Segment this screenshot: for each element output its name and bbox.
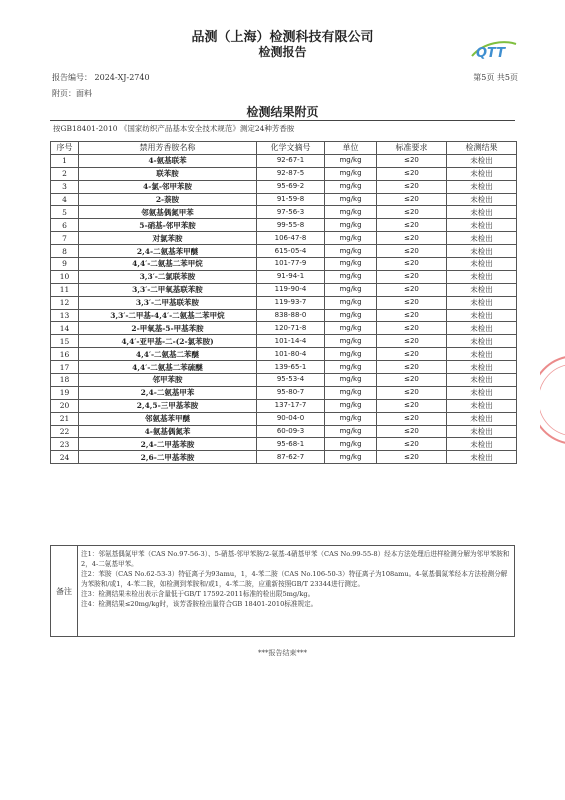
report-end-mark: ***报告结束*** <box>258 649 307 657</box>
result: 未检出 <box>447 258 517 271</box>
unit: mg/kg <box>325 451 377 464</box>
row-number: 1 <box>51 154 79 167</box>
result: 未检出 <box>447 386 517 399</box>
row-number: 14 <box>51 322 79 335</box>
result: 未检出 <box>447 154 517 167</box>
cas-number: 95-69-2 <box>257 180 325 193</box>
cas-number: 99-55-8 <box>257 219 325 232</box>
svg-text:QTT: QTT <box>476 46 506 60</box>
cas-number: 101-80-4 <box>257 348 325 361</box>
row-number: 10 <box>51 270 79 283</box>
result: 未检出 <box>447 180 517 193</box>
amine-name: 邻甲苯胺 <box>79 374 257 387</box>
result: 未检出 <box>447 309 517 322</box>
result: 未检出 <box>447 361 517 374</box>
limit: ≤20 <box>377 245 447 258</box>
header-limit: 标准要求 <box>377 142 447 155</box>
amine-name: 4,4′-二氨基二苯甲烷 <box>79 258 257 271</box>
row-number: 19 <box>51 386 79 399</box>
document-title: 检测报告 <box>258 45 307 59</box>
cas-number: 615-05-4 <box>257 245 325 258</box>
amine-name: 4-氯-邻甲苯胺 <box>79 180 257 193</box>
result: 未检出 <box>447 283 517 296</box>
result: 未检出 <box>447 451 517 464</box>
amine-name: 4,4′-二氨基二苯醚 <box>79 348 257 361</box>
company-logo <box>470 38 518 60</box>
result: 未检出 <box>447 206 517 219</box>
unit: mg/kg <box>325 232 377 245</box>
cas-number: 139-65-1 <box>257 361 325 374</box>
table-row <box>51 232 517 245</box>
cas-number: 91-94-1 <box>257 270 325 283</box>
table-row <box>51 296 517 309</box>
row-number: 20 <box>51 399 79 412</box>
row-number: 8 <box>51 245 79 258</box>
amine-name: 3,3′-二甲基联苯胺 <box>79 296 257 309</box>
table-row <box>51 270 517 283</box>
note-2: 注2：苯胺（CAS No.62-53-3）特征离子为93amu，1，4-苯二胺（CAS No.106-50-3）特征离子为108amu。4-氨基偶氮苯经本方法检测分解为苯胺和/或1，4-苯二胺，如检测到苯胺和/或1，4-苯二胺，应重新按照GB/T 23344进行测定。 <box>81 570 508 588</box>
result: 未检出 <box>447 322 517 335</box>
table-row <box>51 206 517 219</box>
row-number: 3 <box>51 180 79 193</box>
table-row <box>51 451 517 464</box>
row-number: 6 <box>51 219 79 232</box>
row-number: 24 <box>51 451 79 464</box>
result: 未检出 <box>447 296 517 309</box>
limit: ≤20 <box>377 309 447 322</box>
amine-name: 4-氨基偶氮苯 <box>79 425 257 438</box>
cas-number: 120-71-8 <box>257 322 325 335</box>
cas-number: 60-09-3 <box>257 425 325 438</box>
cas-number: 119-90-4 <box>257 283 325 296</box>
unit: mg/kg <box>325 180 377 193</box>
unit: mg/kg <box>325 425 377 438</box>
row-number: 2 <box>51 167 79 180</box>
unit: mg/kg <box>325 322 377 335</box>
result: 未检出 <box>447 374 517 387</box>
cas-number: 101-77-9 <box>257 258 325 271</box>
note-3: 注3：检测结果未检出表示含量低于GB/T 17592-2011标准的检出限5mg/kg。 <box>81 590 315 598</box>
notes-label: 备注 <box>51 546 78 636</box>
limit: ≤20 <box>377 180 447 193</box>
table-header-row <box>51 142 517 155</box>
amine-name: 2-甲氧基-5-甲基苯胺 <box>79 322 257 335</box>
table-row <box>51 154 517 167</box>
row-number: 18 <box>51 374 79 387</box>
notes-box <box>50 545 515 637</box>
row-number: 22 <box>51 425 79 438</box>
cas-number: 95-68-1 <box>257 438 325 451</box>
table-row <box>51 425 517 438</box>
limit: ≤20 <box>377 361 447 374</box>
result: 未检出 <box>447 399 517 412</box>
limit: ≤20 <box>377 283 447 296</box>
result: 未检出 <box>447 193 517 206</box>
limit: ≤20 <box>377 219 447 232</box>
limit: ≤20 <box>377 206 447 219</box>
table-row <box>51 193 517 206</box>
limit: ≤20 <box>377 296 447 309</box>
table-row <box>51 167 517 180</box>
table-row <box>51 412 517 425</box>
amine-name: 4,4′-二氨基二苯硫醚 <box>79 361 257 374</box>
cas-number: 90-04-0 <box>257 412 325 425</box>
cas-number: 838-88-0 <box>257 309 325 322</box>
limit: ≤20 <box>377 193 447 206</box>
limit: ≤20 <box>377 438 447 451</box>
unit: mg/kg <box>325 283 377 296</box>
limit: ≤20 <box>377 451 447 464</box>
table-row <box>51 283 517 296</box>
unit: mg/kg <box>325 270 377 283</box>
limit: ≤20 <box>377 258 447 271</box>
table-row <box>51 219 517 232</box>
result: 未检出 <box>447 167 517 180</box>
result: 未检出 <box>447 245 517 258</box>
limit: ≤20 <box>377 425 447 438</box>
report-number: 报告编号： 2024-XJ-2740 <box>52 73 150 82</box>
cas-number: 92-87-5 <box>257 167 325 180</box>
header-name: 禁用芳香胺名称 <box>79 142 257 155</box>
results-table <box>50 141 517 464</box>
amine-name: 3,3′-二甲基-4,4′-二氨基二苯甲烷 <box>79 309 257 322</box>
cas-number: 97-56-3 <box>257 206 325 219</box>
amine-name: 邻氨基偶氮甲苯 <box>79 206 257 219</box>
header-unit: 单位 <box>325 142 377 155</box>
seal-stamp-edge <box>540 355 565 445</box>
cas-number: 106-47-8 <box>257 232 325 245</box>
unit: mg/kg <box>325 245 377 258</box>
amine-name: 5-硝基-邻甲苯胺 <box>79 219 257 232</box>
amine-name: 2,4-二氨基甲苯 <box>79 386 257 399</box>
unit: mg/kg <box>325 348 377 361</box>
unit: mg/kg <box>325 154 377 167</box>
result: 未检出 <box>447 348 517 361</box>
limit: ≤20 <box>377 167 447 180</box>
cas-number: 91-59-8 <box>257 193 325 206</box>
table-row <box>51 309 517 322</box>
row-number: 4 <box>51 193 79 206</box>
cas-number: 92-67-1 <box>257 154 325 167</box>
result: 未检出 <box>447 412 517 425</box>
result: 未检出 <box>447 425 517 438</box>
unit: mg/kg <box>325 258 377 271</box>
amine-name: 3,3′-二氯联苯胺 <box>79 270 257 283</box>
header-cas: 化学文摘号 <box>257 142 325 155</box>
unit: mg/kg <box>325 399 377 412</box>
limit: ≤20 <box>377 386 447 399</box>
limit: ≤20 <box>377 322 447 335</box>
row-number: 13 <box>51 309 79 322</box>
header-no: 序号 <box>51 142 79 155</box>
limit: ≤20 <box>377 232 447 245</box>
table-row <box>51 258 517 271</box>
notes-text <box>81 549 511 609</box>
row-number: 7 <box>51 232 79 245</box>
unit: mg/kg <box>325 309 377 322</box>
limit: ≤20 <box>377 412 447 425</box>
unit: mg/kg <box>325 296 377 309</box>
cas-number: 137-17-7 <box>257 399 325 412</box>
result: 未检出 <box>447 335 517 348</box>
unit: mg/kg <box>325 335 377 348</box>
row-number: 11 <box>51 283 79 296</box>
limit: ≤20 <box>377 270 447 283</box>
result: 未检出 <box>447 232 517 245</box>
unit: mg/kg <box>325 219 377 232</box>
section-divider <box>50 120 515 121</box>
cas-number: 101-14-4 <box>257 335 325 348</box>
table-row <box>51 386 517 399</box>
test-standard: 按GB18401-2010 《国家纺织产品基本安全技术规范》测定24种芳香胺 <box>53 124 295 133</box>
unit: mg/kg <box>325 193 377 206</box>
amine-name: 邻氨基苯甲醚 <box>79 412 257 425</box>
table-row <box>51 399 517 412</box>
limit: ≤20 <box>377 335 447 348</box>
table-row <box>51 245 517 258</box>
limit: ≤20 <box>377 374 447 387</box>
page-info: 第5页 共5页 <box>473 73 518 82</box>
unit: mg/kg <box>325 374 377 387</box>
row-number: 12 <box>51 296 79 309</box>
row-number: 23 <box>51 438 79 451</box>
amine-name: 2,4-二甲基苯胺 <box>79 438 257 451</box>
amine-name: 4,4′-亚甲基-二-(2-氯苯胺) <box>79 335 257 348</box>
cas-number: 119-93-7 <box>257 296 325 309</box>
cas-number: 95-80-7 <box>257 386 325 399</box>
unit: mg/kg <box>325 167 377 180</box>
amine-name: 2,6-二甲基苯胺 <box>79 451 257 464</box>
limit: ≤20 <box>377 399 447 412</box>
amine-name: 2-萘胺 <box>79 193 257 206</box>
table-row <box>51 322 517 335</box>
result: 未检出 <box>447 438 517 451</box>
note-1: 注1：邻氨基偶氮甲苯（CAS No.97-56-3）、5-硝基-邻甲苯胺/2-氨基-4硝基甲苯（CAS No.99-55-8）经本方法处理后进样检测分解为邻甲苯胺和2，4-二氨基甲苯。 <box>81 550 510 568</box>
unit: mg/kg <box>325 438 377 451</box>
row-number: 21 <box>51 412 79 425</box>
table-row <box>51 361 517 374</box>
result: 未检出 <box>447 219 517 232</box>
row-number: 5 <box>51 206 79 219</box>
table-row <box>51 438 517 451</box>
note-4: 注4：检测结果≤20mg/kg时，该芳香胺检出量符合GB 18401-2010标准规定。 <box>81 600 318 608</box>
row-number: 17 <box>51 361 79 374</box>
row-number: 16 <box>51 348 79 361</box>
table-row <box>51 348 517 361</box>
result: 未检出 <box>447 270 517 283</box>
unit: mg/kg <box>325 412 377 425</box>
limit: ≤20 <box>377 154 447 167</box>
amine-name: 对氯苯胺 <box>79 232 257 245</box>
limit: ≤20 <box>377 348 447 361</box>
header-result: 检测结果 <box>447 142 517 155</box>
cas-number: 87-62-7 <box>257 451 325 464</box>
amine-name: 联苯胺 <box>79 167 257 180</box>
table-row <box>51 180 517 193</box>
table-row <box>51 335 517 348</box>
amine-name: 2,4-二氨基苯甲醚 <box>79 245 257 258</box>
section-title: 检测结果附页 <box>246 105 319 119</box>
table-row <box>51 374 517 387</box>
row-number: 9 <box>51 258 79 271</box>
amine-name: 2,4,5-三甲基苯胺 <box>79 399 257 412</box>
row-number: 15 <box>51 335 79 348</box>
unit: mg/kg <box>325 361 377 374</box>
amine-name: 3,3′-二甲氧基联苯胺 <box>79 283 257 296</box>
attachment-label: 附页：面料 <box>52 89 92 98</box>
unit: mg/kg <box>325 206 377 219</box>
unit: mg/kg <box>325 386 377 399</box>
amine-name: 4-氨基联苯 <box>79 154 257 167</box>
company-name: 品测（上海）检测科技有限公司 <box>191 30 374 45</box>
cas-number: 95-53-4 <box>257 374 325 387</box>
